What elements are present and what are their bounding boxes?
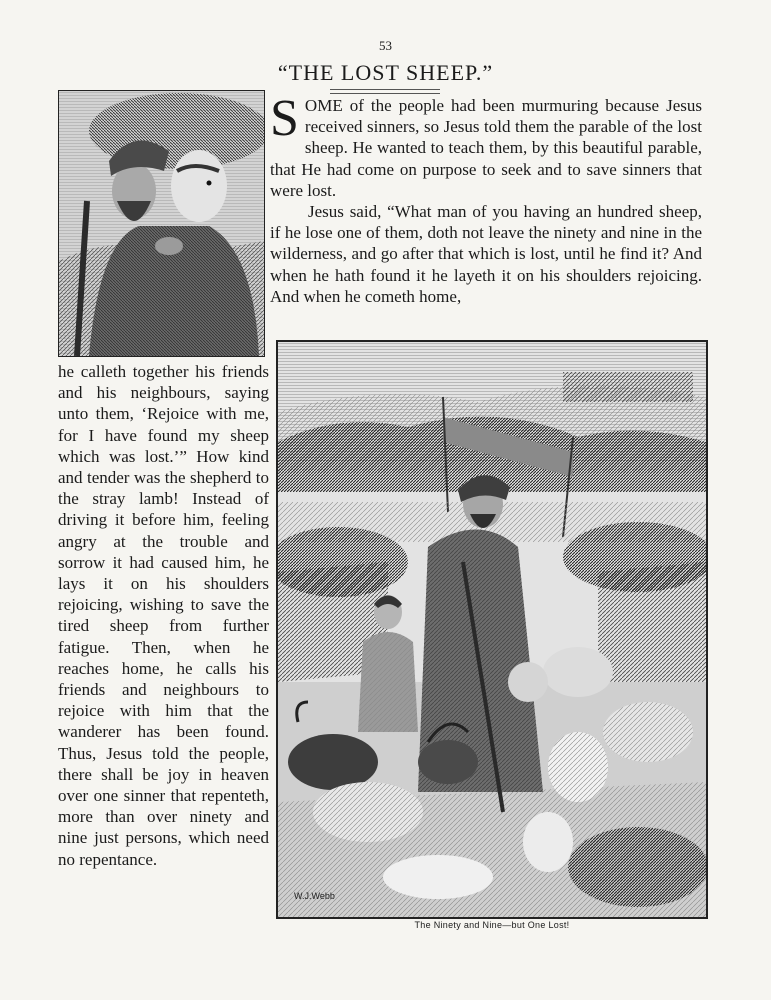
paragraph-opening-text: OME of the people had been murmuring because Jesus received sinners, so Jesus told them the parable of the lost sheep. He wanted to teach them, by this beautiful parable, that He had come on purpose to seek and to save sinners that were lost.: [270, 96, 702, 200]
drop-cap: S: [270, 90, 299, 147]
shepherd-carrying-sheep-illustration: [58, 90, 265, 357]
paragraph-continuation: he calleth together his friends and his neighbours, saying unto them, ‘Rejoice with me, for I have found my sheep which was lost.’” How kind and tender was the shepherd to the stray lamb! Instead of driving it before him, feeling angry at the trouble and sorrow it had caused him, he lays it on his shoulders rejoicing, wishing to save the tired sheep from further fatigue. Then, when he reaches home, he calls his friends and neighbours to rejoice with him that the wanderer has been found. Thus, Jesus told the people, there shall be joy in heaven over one sinner that repenteth, more than over ninety and nine just persons, which need no repentance.: [58, 362, 269, 869]
page-number: 53: [379, 38, 392, 53]
title-ornament-rule: [330, 89, 440, 94]
artist-signature: W.J.Webb: [294, 891, 335, 901]
paragraph-opening: [270, 90, 702, 201]
paragraph-jesus-said: Jesus said, “What man of you having an hundred sheep, if he lose one of them, doth not leave the ninety and nine in the wilderness, and go after that which is lost, until he find it? And when he hath found it he layeth it on his shoulders rejoicing. And when he cometh home,: [270, 202, 702, 306]
page-title: “THE LOST SHEEP.”: [277, 60, 494, 85]
illustration-caption: The Ninety and Nine—but One Lost!: [414, 920, 570, 930]
right-column-text: [270, 90, 702, 307]
ninety-and-nine-illustration: [276, 340, 708, 919]
left-column-text: [58, 361, 269, 870]
